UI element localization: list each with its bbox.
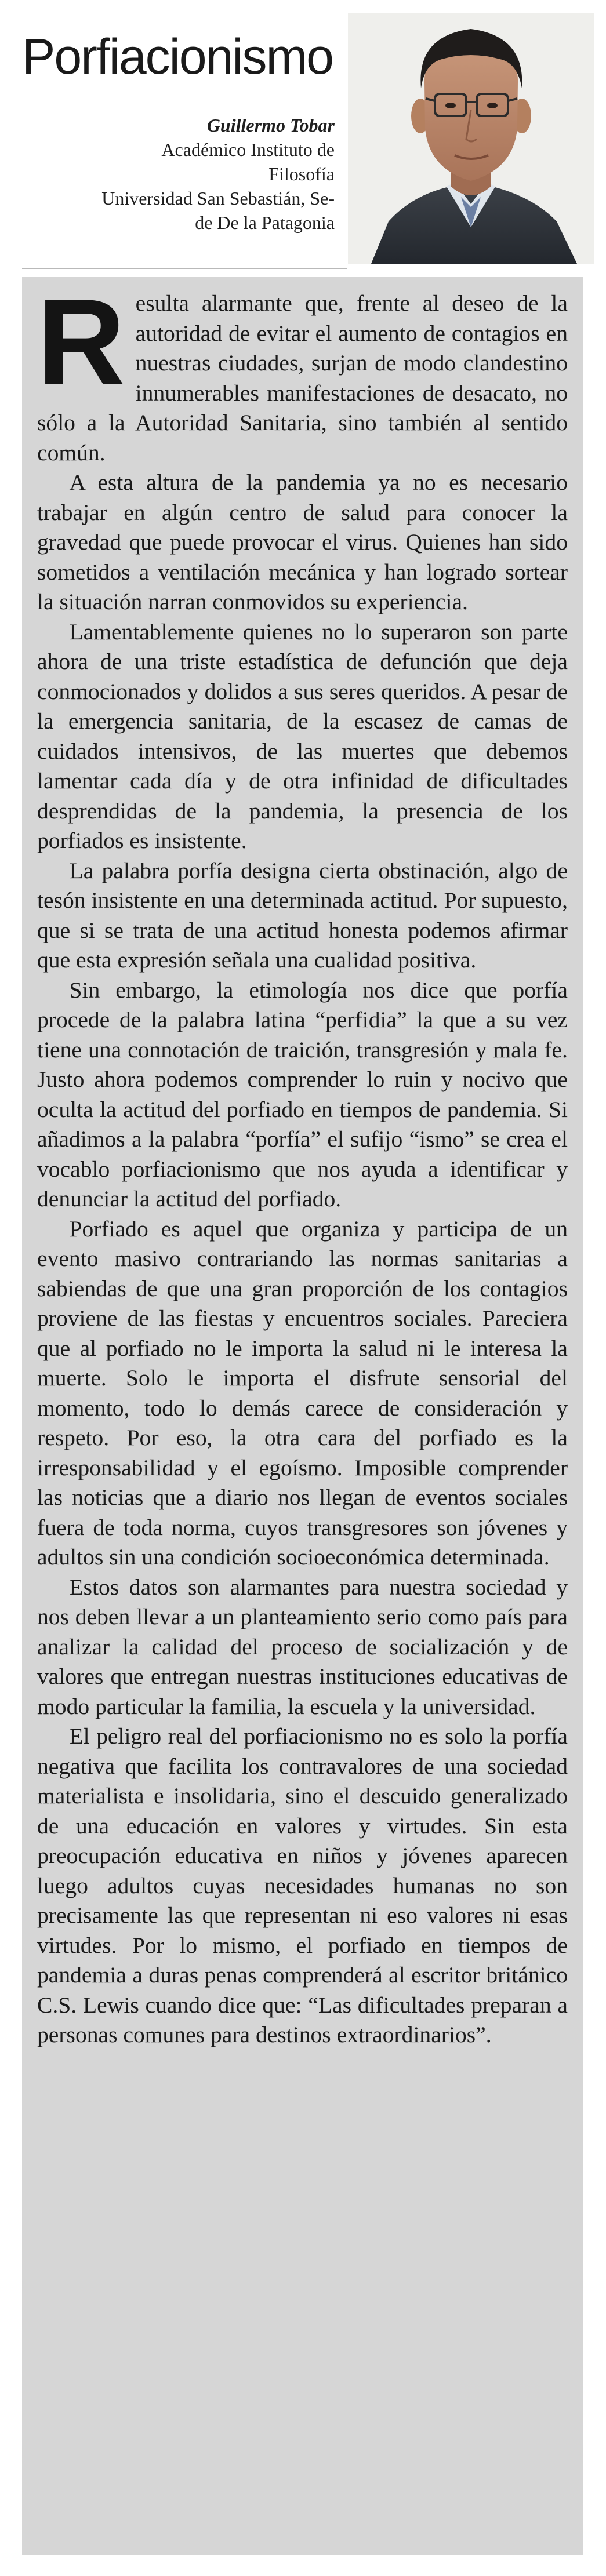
author-affiliation-line-3: Universidad San Sebastián, Se- [101,188,335,209]
author-affiliation-line-1: Académico Instituto de [161,139,335,160]
article-title: Porfiacionismo [22,29,333,85]
article-paragraph-5: Sin embargo, la etimología nos dice que porfía procede de la palabra latina “perfidia” la que a su vez tiene una connotación de traición, transgresión y mala fe. Justo ahora podemos comprender lo ruin y nocivo que oculta la actitud del porfiado en tiempos de pandemia. Si añadimos a la palabra “porfía” el sufijo “ismo” se crea el vocablo porfiacionismo que nos ayuda a identificar y denunciar la actitud del porfiado. [37,977,568,1211]
article-paragraph-3: Lamentablemente quienes no lo superaron son parte ahora de una triste estadística de defunción que deja conmocionados y dolidos a sus seres queridos. A pesar de la emergencia sanitaria, de la escasez de camas de cuidados intensivos, de las muertes que debemos lamentar cada día y de otra infinidad de dificultades desprendidas de la pandemia, la presencia de los porfiados es insistente. [37,618,568,853]
article-paragraph-6: Porfiado es aquel que organiza y participa de un evento masivo contrariando las normas sanitarias a sabiendas de que una gran proporción de los contagios proviene de las fiestas y encuentros sociales. Pareciera que al porfiado no le importa la salud ni le interesa la muerte. Solo le importa el disfrute sensorial del momento, todo lo demás carece de consideración y respeto. Por eso, la otra cara del porfiado es la irresponsabilidad y el egoísmo. Imposible comprender las noticias que a diario nos llegan de eventos sociales fuera de toda norma, cuyos transgresores son jóvenes y adultos sin una condición socioeconómica determinada. [37,1216,568,1570]
dropcap-letter: R [37,274,125,410]
author-portrait-image [348,13,594,264]
author-byline [33,113,335,235]
article-paragraph-2: A esta altura de la pandemia ya no es necesario trabajar en algún centro de salud para conocer la gravedad que puede provocar el virus. Quienes han sido sometidos a ventilación mecánica y han logrado sortear la situación narran conmovidos su experiencia. [37,470,568,614]
header-divider [22,268,347,269]
article-paragraph-1 [37,274,568,468]
article-body-box [22,274,583,2555]
article-paragraph-8: El peligro real del porfiacionismo no es solo la porfía negativa que facilita los contravalores de una sociedad materialista e insolidaria, sino el descuido generalizado de una educación en valores y virtudes. Sin esta preocupación educativa en niños y jóvenes aparecen luego adultos cuyas necesidades humanas no son precisamente las que representan ni eso valores ni esas virtudes. Por lo mismo, el porfiado en tiempos de pandemia a duras penas comprenderá al escritor británico C.S. Lewis cuando dice que: “Las dificultades preparan a personas comunes para destinos extraordinarios”. [37,1723,568,2047]
article-paragraph-7: Estos datos son alarmantes para nuestra sociedad y nos deben llevar a un planteamiento serio como país para analizar la calidad del proceso de socialización y de valores que entregan nuestras instituciones educativas de modo particular la familia, la escuela y la universidad. [37,1574,568,1719]
article-header [0,0,606,272]
author-affiliation-line-4: de De la Patagonia [195,212,335,233]
author-affiliation-line-2: Filosofía [268,163,335,184]
article-text [37,274,568,2050]
author-name: Guillermo Tobar [206,115,335,136]
author-photo [348,13,594,264]
article-paragraph-1-text: esulta alarmante que, frente al deseo de la autoridad de evitar el aumento de contagios en nuestras ciudades, surjan de modo clandestino innumerables manifestaciones de desacato, no sólo a la Autoridad Sanitaria, sino también al sentido común. [37,290,568,465]
article-paragraph-4: La palabra porfía designa cierta obstinación, algo de tesón insistente en una determinada actitud. Por supuesto, que si se trata de una actitud honesta podemos afirmar que esta expresión señala una cualidad positiva. [37,857,568,973]
